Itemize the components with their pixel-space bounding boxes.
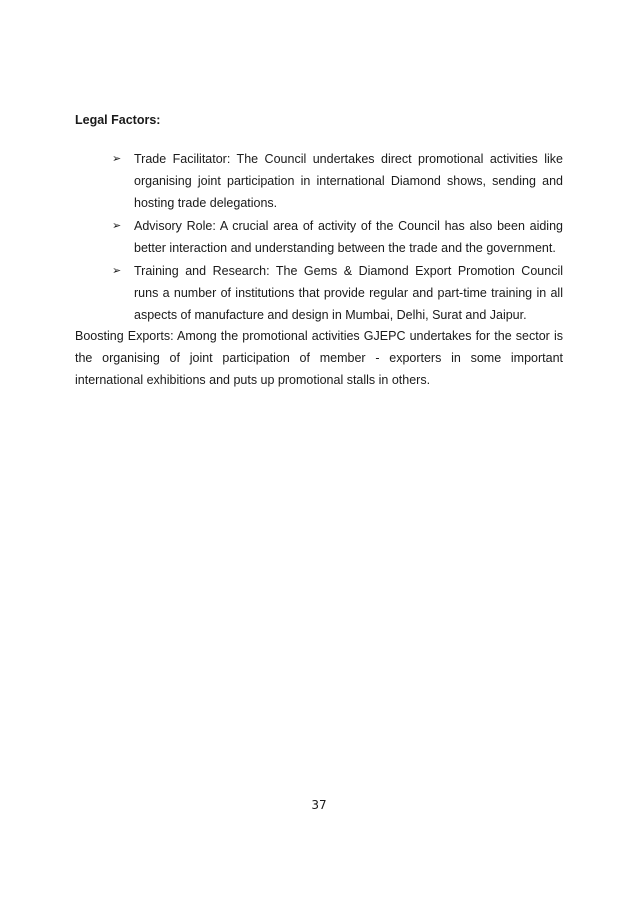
bullet-item-advisory-role xyxy=(112,215,563,259)
bullet-item-training-research xyxy=(112,260,563,326)
bullet-list xyxy=(112,148,563,327)
arrow-bullet-icon: ➢ xyxy=(112,153,122,165)
body-paragraph: Boosting Exports: Among the promotional activities GJEPC undertakes for the sector is the organising of joint participation of member - exporters in some important international exhibitions and puts up promotional stalls in others. xyxy=(75,329,563,387)
arrow-bullet-icon: ➢ xyxy=(112,220,122,232)
bullet-text: Training and Research: The Gems & Diamond Export Promotion Council runs a number of institutions that provide regular and part-time training in all aspects of manufacture and design in Mumbai, Delhi, Surat and Jaipur. xyxy=(134,264,563,322)
bullet-item-trade-facilitator xyxy=(112,148,563,214)
arrow-bullet-icon: ➢ xyxy=(112,265,122,277)
bullet-text: Advisory Role: A crucial area of activity of the Council has also been aiding better interaction and understanding between the trade and the government. xyxy=(134,219,563,255)
bullet-text: Trade Facilitator: The Council undertakes direct promotional activities like organising joint participation in international Diamond shows, sending and hosting trade delegations. xyxy=(134,152,563,210)
page-number: 37 xyxy=(311,798,327,812)
section-heading: Legal Factors: xyxy=(75,113,161,127)
